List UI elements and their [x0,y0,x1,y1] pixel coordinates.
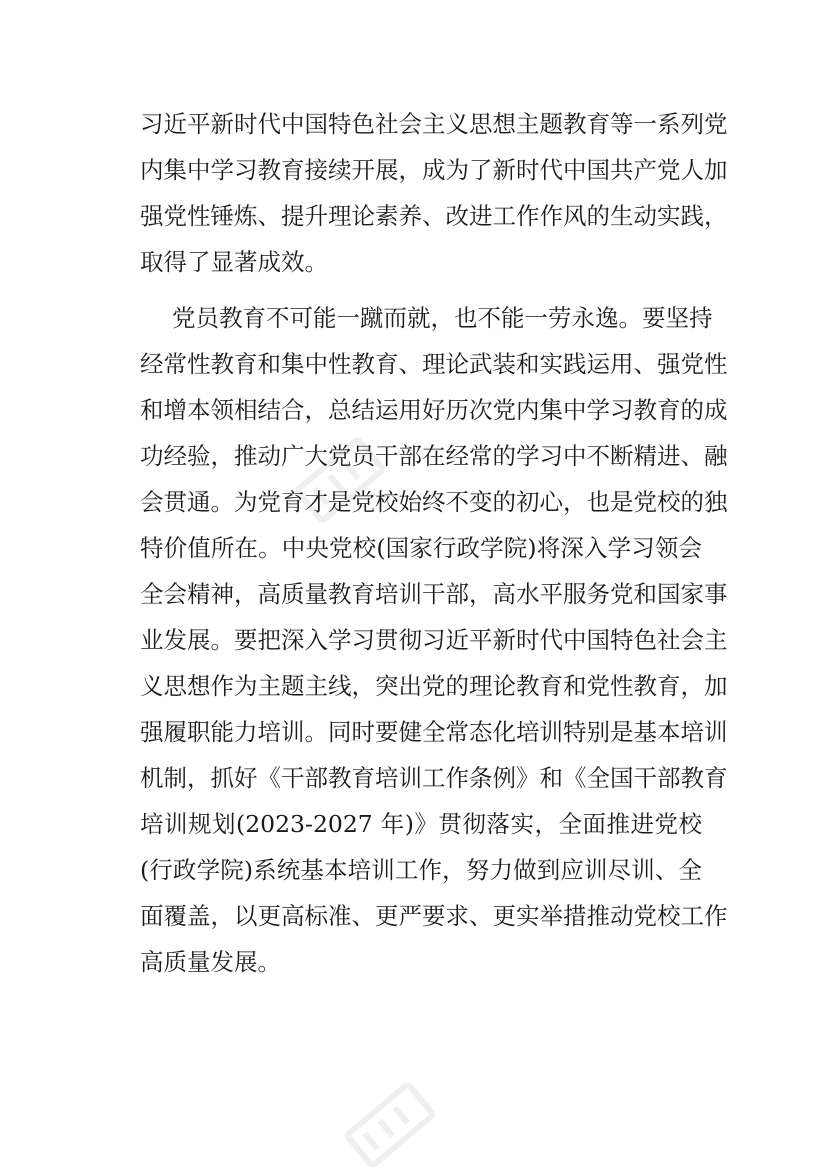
text-line: 高质量发展。 [140,948,281,976]
paragraph-2 [140,295,728,985]
text-line: 强履职能力培训。同时要健全常态化培训特别是基本培训 [140,718,728,746]
text-line: 培训规划(2023-2027 年)》贯彻落实，全面推进党校 [140,810,702,838]
text-line: 面覆盖，以更高标准、更严要求、更实举措推动党校工作 [140,902,728,930]
text-line: 内集中学习教育接续开展，成为了新时代中国共产党人加 [140,156,728,184]
text-line: 习近平新时代中国特色社会主义思想主题教育等一系列党 [140,110,728,138]
text-line: 机制，抓好《干部教育培训工作条例》和《全国干部教育 [140,764,728,792]
text-line: 功经验，推动广大党员干部在经常的学习中不断精进、融 [140,442,728,470]
text-line: 特价值所在。中央党校(国家行政学院)将深入学习领会 [140,534,702,562]
document-body [140,101,728,985]
text-line: 强党性锤炼、提升理论素养、改进工作作风的生动实践， [140,202,728,230]
text-line: 全会精神，高质量教育培训干部，高水平服务党和国家事 [140,580,728,608]
text-line: 和增本领相结合，总结运用好历次党内集中学习教育的成 [140,396,728,424]
paragraph-1 [140,101,728,285]
watermark-icon [330,1075,450,1175]
text-line: 取得了显著成效。 [140,248,328,276]
text-line: 义思想作为主题主线，突出党的理论教育和党性教育，加 [140,672,728,700]
text-line: 会贯通。为党育才是党校始终不变的初心，也是党校的独 [140,488,728,516]
text-line: 业发展。要把深入学习贯彻习近平新时代中国特色社会主 [140,626,728,654]
text-line: 党员教育不可能一蹴而就，也不能一劳永逸。要坚持 [172,304,713,332]
text-line: 经常性教育和集中性教育、理论武装和实践运用、强党性 [140,350,728,378]
text-line: (行政学院)系统基本培训工作，努力做到应训尽训、全 [140,856,702,884]
